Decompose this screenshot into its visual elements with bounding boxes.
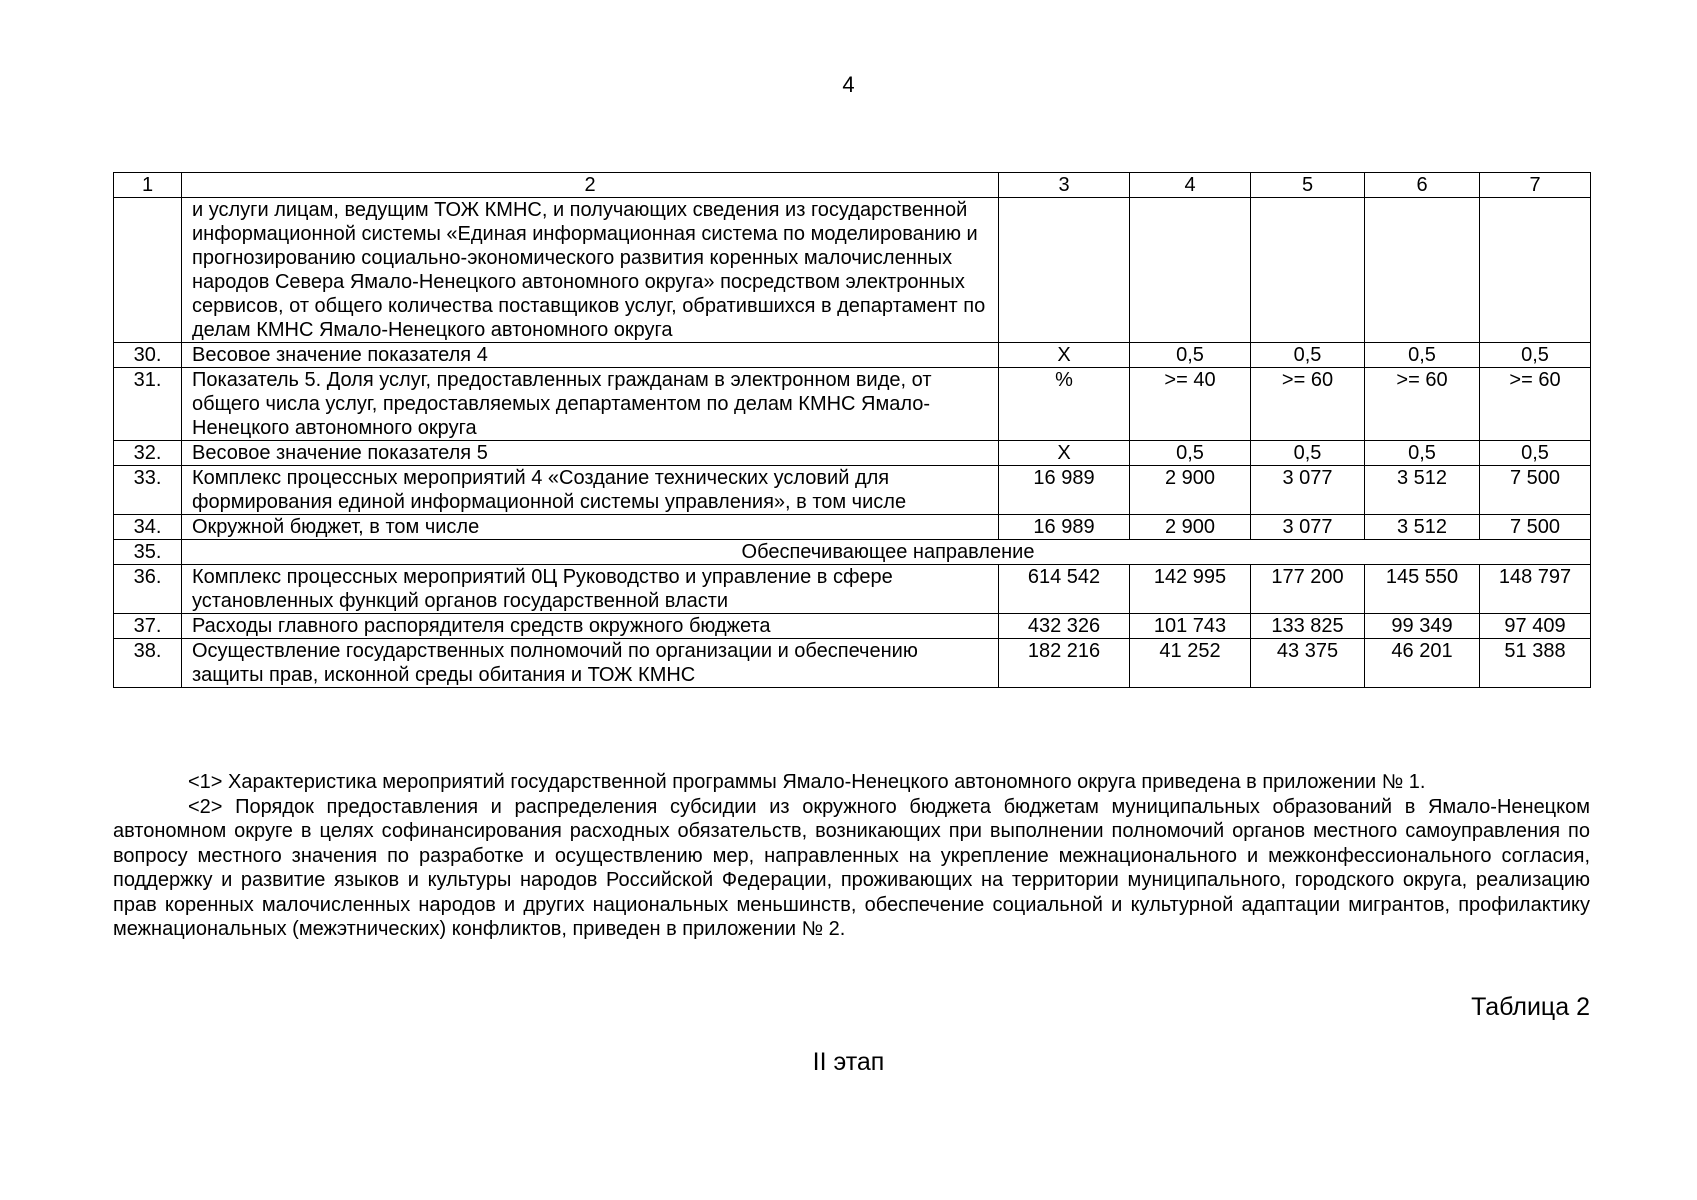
row-value-5: 133 825 [1251, 614, 1365, 639]
row-value-5: 43 375 [1251, 639, 1365, 688]
row-value-3: % [999, 368, 1130, 441]
row-number: 33. [114, 466, 182, 515]
table-row [114, 441, 1591, 466]
row-value-5: 0,5 [1251, 343, 1365, 368]
row-value-5: >= 60 [1251, 368, 1365, 441]
row-value-3: 16 989 [999, 466, 1130, 515]
indicators-table [113, 172, 1591, 688]
row-value-3: 182 216 [999, 639, 1130, 688]
row-value-5 [1251, 198, 1365, 343]
row-value-7: 0,5 [1480, 343, 1591, 368]
row-value-4: 41 252 [1130, 639, 1251, 688]
row-value-7: >= 60 [1480, 368, 1591, 441]
stage-heading: II этап [812, 1048, 885, 1076]
row-value-7: 7 500 [1480, 515, 1591, 540]
row-value-7: 0,5 [1480, 441, 1591, 466]
row-value-4 [1130, 198, 1251, 343]
row-value-6 [1365, 198, 1480, 343]
row-number: 36. [114, 565, 182, 614]
table-section-row [114, 540, 1591, 565]
row-value-6: 3 512 [1365, 466, 1480, 515]
row-value-7 [1480, 198, 1591, 343]
table-row [114, 198, 1591, 343]
table-row [114, 639, 1591, 688]
table-row [114, 565, 1591, 614]
table-row [114, 466, 1591, 515]
header-cell: 5 [1251, 173, 1365, 198]
row-number [114, 198, 182, 343]
row-value-6: 0,5 [1365, 343, 1480, 368]
row-description: Весовое значение показателя 4 [182, 343, 999, 368]
row-value-7: 51 388 [1480, 639, 1591, 688]
row-number: 32. [114, 441, 182, 466]
row-description: и услуги лицам, ведущим ТОЖ КМНС, и получающих сведения из государственной информационной системы «Единая информационная система по моделированию и прогнозированию социально-экономического развития коренных малочисленных народов Севера Ямало-Ненецкого автономного округа» посредством электронных сервисов, от общего количества поставщиков услуг, обратившихся в департамент по делам КМНС Ямало-Ненецкого автономного округа [182, 198, 999, 343]
row-number: 35. [114, 540, 182, 565]
footnote: <2> Порядок предоставления и распределения субсидии из окружного бюджета бюджетам муниципальных образований в Ямало-Ненецком автономном округе в целях софинансирования расходных обязательств, возникающих при выполнении полномочий органов местного самоуправления по вопросу местного значения по разработке и осуществлению мер, направленных на укрепление межнационального и межконфессионального согласия, поддержку и развитие языков и культуры народов Российской Федерации, проживающих на территории муниципального, городского округа, реализацию прав коренных малочисленных народов и других национальных меньшинств, обеспечение социальной и культурной адаптации мигрантов, профилактику межнациональных (межэтнических) конфликтов, приведен в приложении № 2. [113, 795, 1590, 940]
row-value-4: >= 40 [1130, 368, 1251, 441]
row-value-7: 7 500 [1480, 466, 1591, 515]
row-description: Окружной бюджет, в том числе [182, 515, 999, 540]
table-row [114, 515, 1591, 540]
row-value-7: 148 797 [1480, 565, 1591, 614]
page-number: 4 [842, 72, 855, 97]
row-value-3: Х [999, 441, 1130, 466]
header-cell: 4 [1130, 173, 1251, 198]
row-value-6: 0,5 [1365, 441, 1480, 466]
row-value-5: 0,5 [1251, 441, 1365, 466]
row-number: 38. [114, 639, 182, 688]
row-value-5: 177 200 [1251, 565, 1365, 614]
table-row [114, 343, 1591, 368]
row-number: 31. [114, 368, 182, 441]
row-description: Осуществление государственных полномочий по организации и обеспечению защиты прав, исконной среды обитания и ТОЖ КМНС [182, 639, 999, 688]
table-row [114, 368, 1591, 441]
footnote: <1> Характеристика мероприятий государственной программы Ямало-Ненецкого автономного округа приведена в приложении № 1. [188, 771, 1426, 793]
footnotes [113, 770, 1590, 942]
header-cell: 3 [999, 173, 1130, 198]
row-value-5: 3 077 [1251, 466, 1365, 515]
row-description: Комплекс процессных мероприятий 0Ц Руководство и управление в сфере установленных функций органов государственной власти [182, 565, 999, 614]
row-value-4: 142 995 [1130, 565, 1251, 614]
row-value-4: 2 900 [1130, 466, 1251, 515]
header-cell: 6 [1365, 173, 1480, 198]
row-value-5: 3 077 [1251, 515, 1365, 540]
row-value-6: >= 60 [1365, 368, 1480, 441]
row-value-6: 46 201 [1365, 639, 1480, 688]
table-header-row [114, 173, 1591, 198]
row-value-3: 614 542 [999, 565, 1130, 614]
row-number: 30. [114, 343, 182, 368]
row-value-6: 3 512 [1365, 515, 1480, 540]
row-value-3: 16 989 [999, 515, 1130, 540]
row-value-3 [999, 198, 1130, 343]
header-cell: 7 [1480, 173, 1591, 198]
section-heading: Обеспечивающее направление [182, 540, 1591, 565]
table-row [114, 614, 1591, 639]
row-value-4: 101 743 [1130, 614, 1251, 639]
row-description: Весовое значение показателя 5 [182, 441, 999, 466]
row-value-4: 0,5 [1130, 441, 1251, 466]
row-value-6: 99 349 [1365, 614, 1480, 639]
table-label: Таблица 2 [1471, 993, 1590, 1021]
row-description: Расходы главного распорядителя средств окружного бюджета [182, 614, 999, 639]
row-value-4: 2 900 [1130, 515, 1251, 540]
row-value-4: 0,5 [1130, 343, 1251, 368]
row-value-3: Х [999, 343, 1130, 368]
row-description: Комплекс процессных мероприятий 4 «Создание технических условий для формирования единой информационной системы управления», в том числе [182, 466, 999, 515]
header-cell: 1 [114, 173, 182, 198]
row-value-7: 97 409 [1480, 614, 1591, 639]
row-value-3: 432 326 [999, 614, 1130, 639]
row-number: 37. [114, 614, 182, 639]
row-number: 34. [114, 515, 182, 540]
header-cell: 2 [182, 173, 999, 198]
row-description: Показатель 5. Доля услуг, предоставленных гражданам в электронном виде, от общего числа услуг, предоставляемых департаментом по делам КМНС Ямало-Ненецкого автономного округа [182, 368, 999, 441]
row-value-6: 145 550 [1365, 565, 1480, 614]
